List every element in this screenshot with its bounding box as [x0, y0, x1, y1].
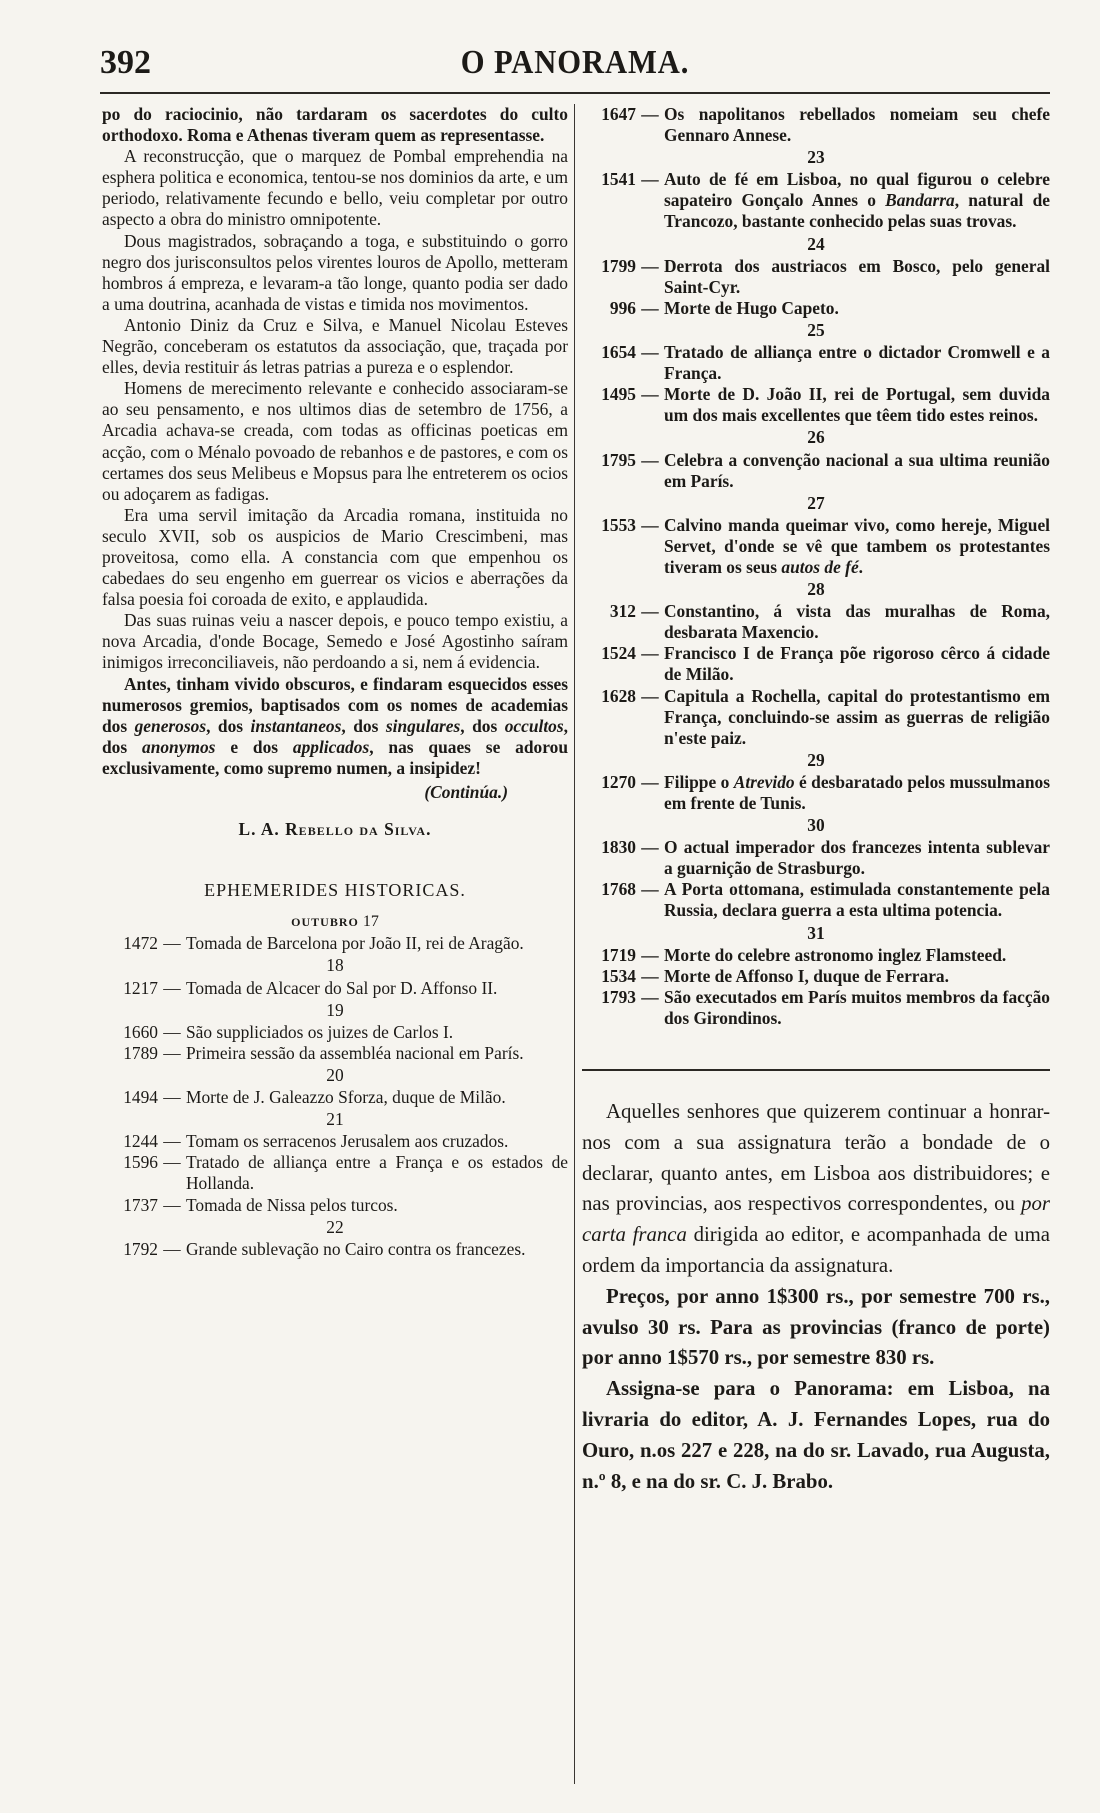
- day-number: 29: [807, 749, 825, 770]
- ephemeris-entry: [582, 384, 1050, 426]
- entry-year: 1647: [601, 104, 636, 124]
- entry-year: 1768: [601, 879, 636, 900]
- day-number: 28: [807, 579, 825, 600]
- day-number: 21: [326, 1109, 344, 1130]
- entry-text: Os napolitanos rebellados nomeiam seu chefe Gennaro Annese.: [664, 104, 1050, 146]
- entry-dash: —: [641, 944, 659, 965]
- entry-year: 1799: [601, 255, 636, 276]
- entry-dash: —: [163, 1152, 181, 1173]
- ephemeris-entry: [102, 1152, 568, 1194]
- day-number: 20: [326, 1064, 344, 1085]
- entry-year: 1244: [123, 1131, 158, 1152]
- entry-dash: —: [163, 1021, 181, 1042]
- ephemeris-entry: [102, 1022, 568, 1043]
- ephemerides-list-right: [582, 104, 1050, 1029]
- entry-dash: —: [641, 965, 659, 986]
- article-paragraph: Das suas ruinas veiu a nascer depois, e pouco tempo existiu, a nova Arcadia, d'onde Bocage, Semedo e José Agostinho saíram inimigos irreconciliaveis, não perdoando a si, nem á evidencia.: [102, 610, 568, 673]
- entry-dash: —: [163, 1087, 181, 1108]
- entry-year: 1541: [601, 169, 636, 190]
- entry-text: Derrota dos austriacos em Bosco, pelo general Saint-Cyr.: [664, 255, 1050, 297]
- day-number: 30: [807, 815, 825, 836]
- day-number: 19: [326, 999, 344, 1020]
- entry-dash: —: [641, 685, 659, 706]
- entry-text: Morte de Affonso I, duque de Ferrara.: [664, 965, 949, 986]
- entry-text: São suppliciados os juizes de Carlos I.: [186, 1021, 454, 1042]
- day-number: 31: [807, 922, 825, 943]
- page-header: [100, 44, 1050, 90]
- entry-dash: —: [641, 643, 659, 664]
- author-signature: L. A. Rebello da Silva.: [238, 819, 432, 840]
- entry-text: Morte de Hugo Capeto.: [664, 297, 839, 318]
- entry-year: 1534: [601, 965, 636, 986]
- entry-dash: —: [641, 879, 659, 900]
- entry-dash: —: [641, 986, 659, 1007]
- entry-year: 1793: [601, 986, 636, 1007]
- entry-year: 1719: [601, 944, 636, 965]
- entry-year: 1795: [601, 449, 636, 470]
- day-number: 22: [326, 1216, 344, 1237]
- entry-year: 1524: [601, 643, 636, 664]
- notice-rule: [582, 1069, 1050, 1071]
- entry-text: Morte do celebre astronomo inglez Flamsteed.: [664, 944, 1007, 965]
- article-paragraph: Era uma servil imitação da Arcadia romana, instituida no seculo XVII, sob os auspicios de Mario Crescimbeni, mas proveitosa, como ella. A constancia com que empenhou os cabedaes do seu engenho em guerrear os vicios e aberrações da falsa poesia foi coroada de exito, e applaudida.: [102, 504, 568, 610]
- entry-text: Grande sublevação no Cairo contra os francezes.: [186, 1238, 526, 1259]
- entry-dash: —: [641, 601, 659, 622]
- month-heading: OUTUBRO 17: [291, 913, 379, 931]
- entry-dash: —: [641, 104, 659, 124]
- ephemerides-title: EPHEMERIDES HISTORICAS.: [204, 880, 466, 901]
- subscription-notice: [582, 1097, 1050, 1497]
- day-number: 18: [326, 955, 344, 976]
- ephemeris-entry: [102, 1131, 568, 1152]
- entry-dash: —: [163, 1131, 181, 1152]
- ephemeris-entry: [582, 643, 1050, 685]
- entry-text: Tomam os serracenos Jerusalem aos cruzados.: [186, 1131, 509, 1152]
- entry-text: Tratado de alliança entre o dictador Cromwell e a França.: [664, 342, 1050, 384]
- entry-dash: —: [641, 342, 659, 363]
- article-body: [102, 104, 568, 674]
- ephemeris-entry: [582, 104, 1050, 146]
- ephemeris-entry: [582, 515, 1050, 578]
- entry-text: Tomada de Nissa pelos turcos.: [186, 1194, 398, 1215]
- ephemeris-entry: [102, 1239, 568, 1260]
- entry-year: 1596: [123, 1152, 158, 1173]
- ephemeris-entry: [582, 450, 1050, 492]
- entry-dash: —: [641, 771, 659, 792]
- entry-text: Constantino, á vista das muralhas de Roma, desbarata Maxencio.: [664, 601, 1050, 643]
- ephemeris-entry: [582, 256, 1050, 298]
- entry-year: 1830: [601, 837, 636, 858]
- article-paragraph: Homens de merecimento relevante e conhecido associaram-se ao seu pensamento, e nos ultimos dias de setembro de 1756, a Arcadia achava-se creada, com todas as officinas poeticas em acção, com o Ménalo povoado de rebanhos e de pastores, e com os certames dos seus Melibeus e Mopsus para lhe entreterem os ocios ou adoçarem as fadigas.: [102, 378, 568, 504]
- day-number: 27: [807, 492, 825, 513]
- entry-dash: —: [163, 1194, 181, 1215]
- ephemeris-entry: [582, 342, 1050, 384]
- entry-dash: —: [163, 1042, 181, 1063]
- entry-year: 1553: [601, 514, 636, 535]
- entry-year: 1217: [123, 977, 158, 998]
- ephemeris-entry: [582, 772, 1050, 814]
- entry-text: Tomada de Alcacer do Sal por D. Affonso II.: [186, 977, 498, 998]
- notice-paragraph: Aquelles senhores que quizerem continuar a honrar-nos com a sua assignatura terão a bondade de o declarar, quanto antes, em Lisboa aos distribuidores; e nas provincias, aos respectivos correspondentes, ou por carta franca dirigida ao editor, e acompanhada de uma ordem da importancia da assignatura.: [582, 1100, 1050, 1278]
- ephemeris-entry: [582, 601, 1050, 643]
- article-paragraph: po do raciocinio, não tardaram os sacerdotes do culto orthodoxo. Roma e Athenas tiveram quem as representasse.: [102, 104, 568, 146]
- entry-dash: —: [641, 297, 659, 318]
- article-paragraph: A reconstrucção, que o marquez de Pombal emprehendia na esphera politica e economica, tentou-se nos dominios da arte, e um periodo, relativamente fecundo e bello, veiu completar por outro aspecto a obra do ministro omnipotente.: [102, 146, 568, 230]
- entry-text: Filippe o Atrevido é desbaratado pelos mussulmanos em frente de Tunis.: [664, 771, 1050, 813]
- entry-text: Primeira sessão da assembléa nacional em París.: [186, 1042, 524, 1063]
- column-divider: [574, 104, 575, 1784]
- entry-year: 1737: [123, 1194, 158, 1215]
- entry-text: São executados em París muitos membros da facção dos Girondinos.: [664, 986, 1050, 1028]
- entry-text: Morte de J. Galeazzo Sforza, duque de Milão.: [186, 1087, 506, 1108]
- header-rule: [100, 92, 1050, 94]
- entry-year: 1270: [601, 771, 636, 792]
- entry-dash: —: [163, 933, 181, 954]
- ephemeris-entry: [102, 933, 568, 954]
- left-column: [102, 104, 568, 1260]
- article-paragraph: Dous magistrados, sobraçando a toga, e substituindo o gorro negro dos jurisconsultos pelos virentes louros de Apollo, metteram hombros á empreza, e levaram-a tão longe, quanto podia ser dado a uma doutrina, acanhada de vistas e timida nos movimentos.: [102, 230, 568, 314]
- entry-text: A Porta ottomana, estimulada constantemente pela Russia, declara guerra a esta ultima potencia.: [664, 879, 1050, 921]
- continued-note: (Continúa.): [424, 782, 508, 802]
- entry-dash: —: [641, 837, 659, 858]
- ephemeris-entry: [102, 1043, 568, 1064]
- day-number: 26: [807, 427, 825, 448]
- day-number: 24: [807, 233, 825, 254]
- entry-text: Calvino manda queimar vivo, como hereje, Miguel Servet, d'onde se vê que tambem os protestantes tiveram os seus autos de fé.: [664, 514, 1050, 577]
- right-column: [582, 104, 1050, 1497]
- ephemeris-entry: [582, 966, 1050, 987]
- ephemeris-entry: [582, 169, 1050, 232]
- entry-dash: —: [641, 449, 659, 470]
- entry-year: 1495: [601, 384, 636, 405]
- day-number: 23: [807, 147, 825, 168]
- entry-year: 1494: [123, 1087, 158, 1108]
- entry-year: 1660: [123, 1021, 158, 1042]
- ephemeris-entry: [582, 298, 1050, 319]
- ephemeris-entry: [582, 686, 1050, 749]
- entry-text: Morte de D. João II, rei de Portugal, sem duvida um dos mais excellentes que têem tido estes reinos.: [664, 384, 1050, 426]
- entry-year: 1654: [601, 342, 636, 363]
- entry-dash: —: [163, 1238, 181, 1259]
- ephemeris-entry: [102, 978, 568, 999]
- entry-dash: —: [641, 169, 659, 190]
- periodical-title: O PANORAMA.: [460, 44, 690, 81]
- entry-text: Auto de fé em Lisboa, no qual figurou o celebre sapateiro Gonçalo Annes o Bandarra, natural de Trancozo, bastante conhecido pelas suas trovas.: [664, 169, 1050, 232]
- subscription-places-paragraph: Assigna-se para o Panorama: em Lisboa, na livraria do editor, A. J. Fernandes Lopes, rua do Ouro, n.os 227 e 228, na do sr. Lavado, rua Augusta, n.º 8, e na do sr. C. J. Brabo.: [582, 1377, 1050, 1493]
- day-number: 25: [807, 319, 825, 340]
- entry-dash: —: [163, 977, 181, 998]
- ephemeris-entry: [102, 1087, 568, 1108]
- entry-year: 1628: [601, 685, 636, 706]
- entry-year: 996: [609, 297, 636, 318]
- entry-year: 1472: [123, 933, 158, 954]
- entry-text: O actual imperador dos francezes intenta sublevar a guarnição de Strasburgo.: [664, 837, 1050, 879]
- ephemeris-entry: [102, 1195, 568, 1216]
- ephemeris-entry: [582, 837, 1050, 879]
- ephemerides-list-left: [102, 933, 568, 1259]
- entry-year: 1792: [123, 1238, 158, 1259]
- article-paragraph: Antes, tinham vivido obscuros, e findaram esquecidos esses numerosos gremios, baptisados com os nomes de academias dos generosos, dos instantaneos, dos singulares, dos occultos, dos anonymos e dos applicados, nas quaes se adorou exclusivamente, como supremo numen, a insipidez!: [102, 673, 568, 778]
- entry-dash: —: [641, 255, 659, 276]
- entry-text: Capitula a Rochella, capital do protestantismo em França, concluindo-se assim as guerras de religião n'este paiz.: [664, 685, 1050, 748]
- entry-text: Francisco I de França põe rigoroso cêrco á cidade de Milão.: [664, 643, 1050, 685]
- entry-text: Tomada de Barcelona por João II, rei de Aragão.: [186, 933, 524, 954]
- entry-year: 1789: [123, 1042, 158, 1063]
- entry-text: Tratado de alliança entre a França e os estados de Hollanda.: [186, 1152, 568, 1194]
- page-number: 392: [100, 44, 151, 81]
- article-paragraph: Antonio Diniz da Cruz e Silva, e Manuel Nicolau Esteves Negrão, conceberam os estatutos da associação, que, traçada por elles, devia restituir ás letras patrias a pureza e o esplendor.: [102, 314, 568, 378]
- entry-text: Celebra a convenção nacional a sua ultima reunião em París.: [664, 449, 1050, 491]
- prices-paragraph: Preços, por anno 1$300 rs., por semestre 700 rs., avulso 30 rs. Para as provincias (franco de porte) por anno 1$570 rs., por semestre 830 rs.: [582, 1284, 1050, 1370]
- entry-dash: —: [641, 384, 659, 405]
- entry-dash: —: [641, 514, 659, 535]
- ephemeris-entry: [582, 987, 1050, 1029]
- entry-year: 312: [609, 601, 636, 622]
- ephemeris-entry: [582, 879, 1050, 921]
- ephemeris-entry: [582, 945, 1050, 966]
